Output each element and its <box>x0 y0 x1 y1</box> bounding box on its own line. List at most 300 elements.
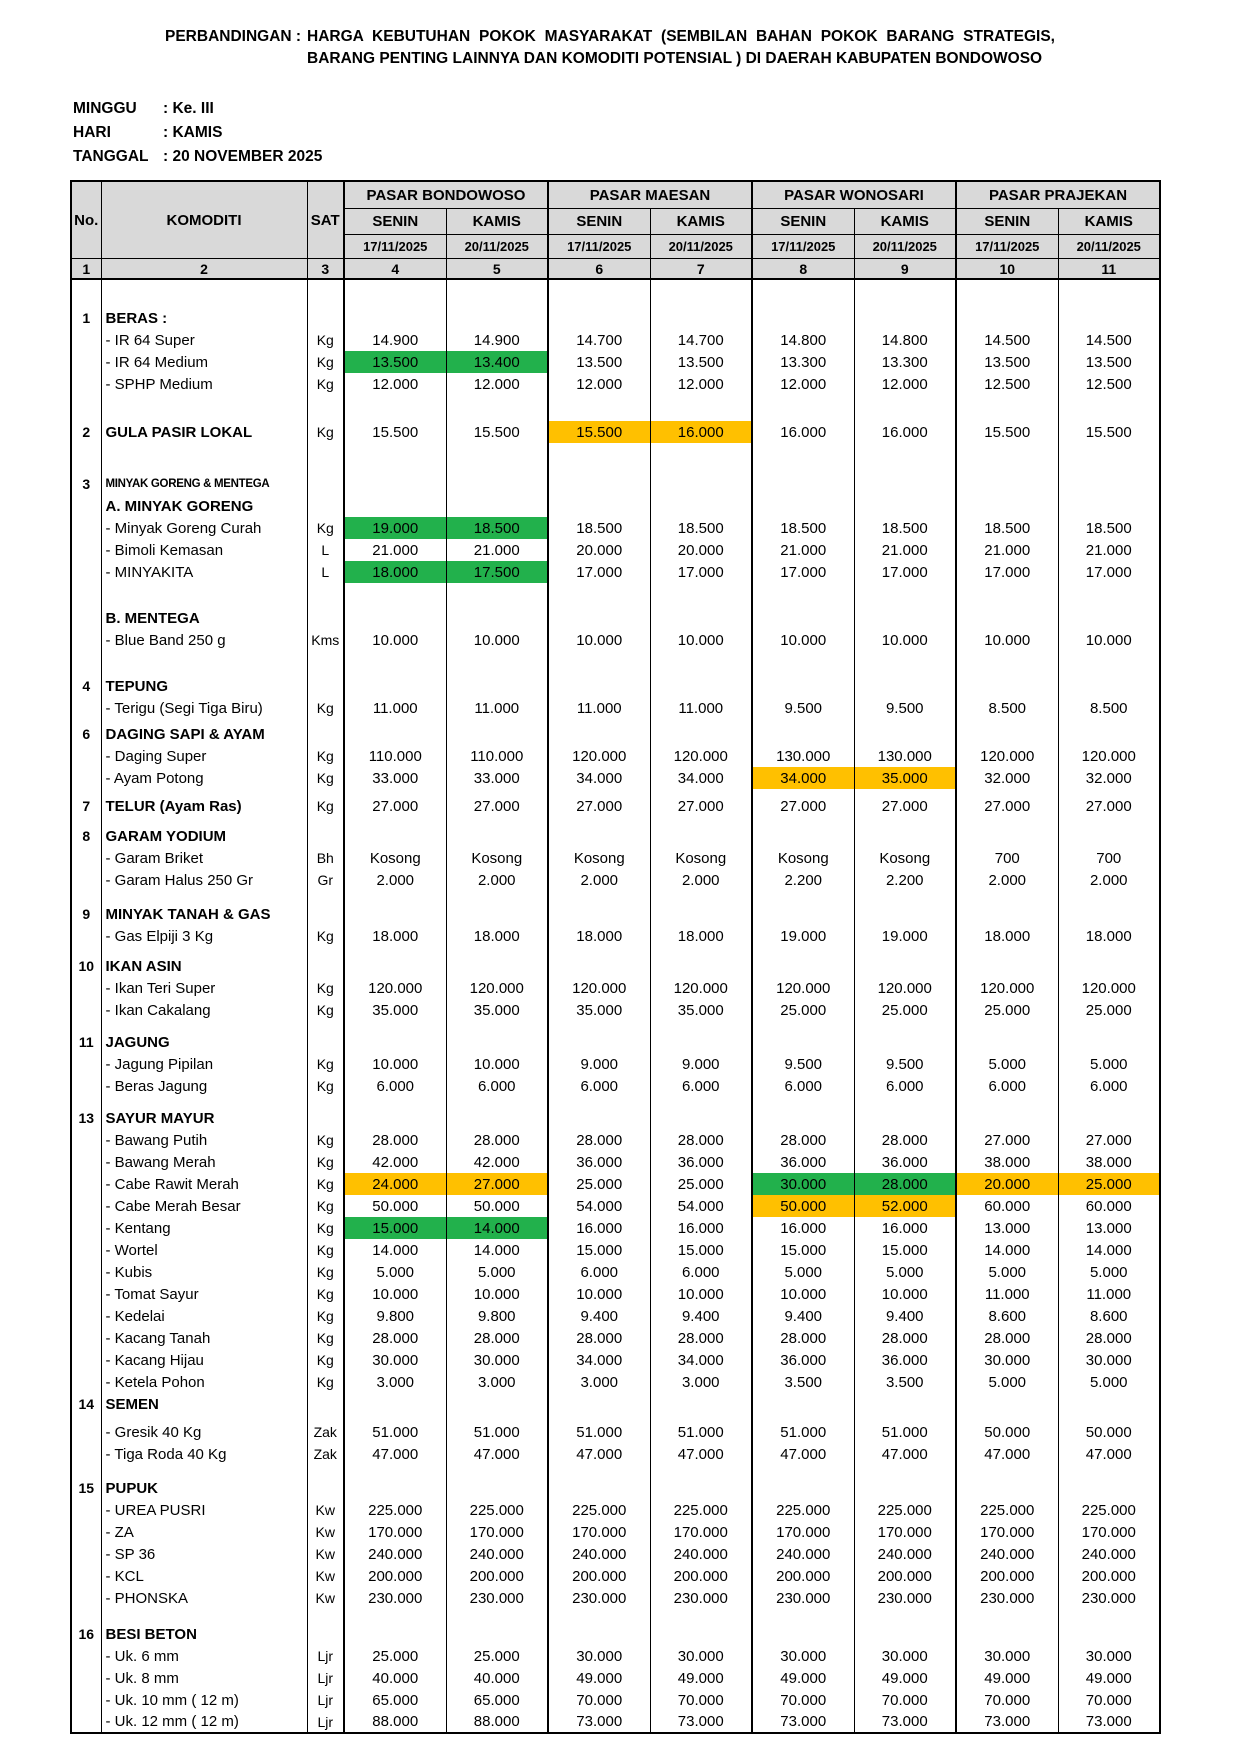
price-cell: 30.000 <box>548 1645 650 1667</box>
unit-cell <box>307 1609 344 1623</box>
price-cell: 18.000 <box>1058 925 1160 947</box>
price-cell: 15.000 <box>344 1217 446 1239</box>
price-cell <box>956 1031 1058 1053</box>
price-cell: 36.000 <box>752 1349 854 1371</box>
row-number-cell <box>71 1521 101 1543</box>
price-cell: 10.000 <box>1058 629 1160 651</box>
section-row <box>71 495 1160 517</box>
price-cell: 51.000 <box>548 1421 650 1443</box>
row-number-cell <box>71 1645 101 1667</box>
unit-cell <box>307 607 344 629</box>
price-cell: 5.000 <box>1058 1261 1160 1283</box>
price-cell <box>752 891 854 903</box>
commodity-row <box>71 1349 1160 1371</box>
price-cell: 13.300 <box>854 351 956 373</box>
price-cell <box>650 1465 752 1477</box>
commodity-label: - Ikan Teri Super <box>101 977 307 999</box>
price-cell: 9.800 <box>344 1305 446 1327</box>
row-number-cell <box>71 1305 101 1327</box>
price-cell <box>1058 1609 1160 1623</box>
price-cell <box>854 495 956 517</box>
unit-cell: Ljr <box>307 1711 344 1733</box>
section-row <box>71 955 1160 977</box>
price-cell: 25.000 <box>854 999 956 1021</box>
header-market-wonosari: PASAR WONOSARI <box>752 181 956 209</box>
price-cell: 5.000 <box>956 1053 1058 1075</box>
commodity-label <box>101 891 307 903</box>
price-cell <box>548 1097 650 1107</box>
commodity-label: - Uk. 8 mm <box>101 1667 307 1689</box>
price-cell: 17.000 <box>548 561 650 583</box>
price-cell: 2.000 <box>446 869 548 891</box>
price-cell: 15.000 <box>854 1239 956 1261</box>
price-cell: 9.000 <box>650 1053 752 1075</box>
price-cell: 28.000 <box>446 1327 548 1349</box>
price-cell: 16.000 <box>854 421 956 443</box>
price-cell: 13.500 <box>548 351 650 373</box>
price-cell: 13.000 <box>956 1217 1058 1239</box>
commodity-row <box>71 1327 1160 1349</box>
commodity-label: - Kentang <box>101 1217 307 1239</box>
price-cell <box>752 395 854 421</box>
price-cell <box>854 947 956 955</box>
price-cell: 15.000 <box>548 1239 650 1261</box>
unit-cell: Kg <box>307 517 344 539</box>
price-cell: 2.000 <box>344 869 446 891</box>
commodity-row <box>71 629 1160 651</box>
price-cell <box>1058 495 1160 517</box>
price-cell: 54.000 <box>548 1195 650 1217</box>
price-cell: 10.000 <box>752 1283 854 1305</box>
price-cell <box>1058 675 1160 697</box>
commodity-row <box>71 1371 1160 1393</box>
price-cell: 120.000 <box>446 977 548 999</box>
row-number-cell <box>71 1129 101 1151</box>
unit-cell: Kg <box>307 999 344 1021</box>
price-cell <box>956 1107 1058 1129</box>
row-number-cell <box>71 607 101 629</box>
price-cell: 9.500 <box>854 1053 956 1075</box>
price-cell <box>344 903 446 925</box>
price-cell <box>548 1393 650 1415</box>
commodity-row <box>71 517 1160 539</box>
price-cell: 28.000 <box>344 1327 446 1349</box>
price-cell: 3.000 <box>548 1371 650 1393</box>
price-cell <box>854 1609 956 1623</box>
col-number: 4 <box>344 259 446 280</box>
price-cell <box>650 473 752 495</box>
price-cell: 170.000 <box>650 1521 752 1543</box>
price-cell <box>650 955 752 977</box>
col-number: 5 <box>446 259 548 280</box>
price-cell <box>344 1097 446 1107</box>
commodity-row <box>71 1689 1160 1711</box>
price-cell: 73.000 <box>854 1711 956 1733</box>
price-cell: 225.000 <box>446 1499 548 1521</box>
price-cell: 10.000 <box>446 629 548 651</box>
price-cell: 120.000 <box>956 977 1058 999</box>
commodity-label: - Uk. 12 mm ( 12 m) <box>101 1711 307 1733</box>
price-cell <box>956 1465 1058 1477</box>
unit-cell: Kw <box>307 1587 344 1609</box>
section-row <box>71 825 1160 847</box>
price-cell <box>446 607 548 629</box>
unit-cell: Kw <box>307 1565 344 1587</box>
price-cell: 230.000 <box>752 1587 854 1609</box>
price-cell: 12.000 <box>752 373 854 395</box>
spacer-row <box>71 947 1160 955</box>
row-number-cell <box>71 1261 101 1283</box>
header-date: 20/11/2025 <box>650 235 752 259</box>
unit-cell: Kg <box>307 1261 344 1283</box>
price-cell: 17.000 <box>956 561 1058 583</box>
price-cell: 6.000 <box>854 1075 956 1097</box>
price-cell <box>854 1021 956 1031</box>
unit-cell <box>307 443 344 473</box>
unit-cell: Kg <box>307 1075 344 1097</box>
header-no: No. <box>71 181 101 259</box>
price-cell: 3.000 <box>344 1371 446 1393</box>
price-cell <box>650 279 752 307</box>
commodity-label <box>101 1465 307 1477</box>
price-cell <box>344 1107 446 1129</box>
price-cell <box>956 955 1058 977</box>
price-cell: 170.000 <box>956 1521 1058 1543</box>
commodity-label: - Bawang Putih <box>101 1129 307 1151</box>
commodity-row <box>71 1443 1160 1465</box>
commodity-label: DAGING SAPI & AYAM <box>101 723 307 745</box>
header-date: 17/11/2025 <box>752 235 854 259</box>
price-cell: 5.000 <box>854 1261 956 1283</box>
price-cell <box>1058 891 1160 903</box>
spacer-row <box>71 651 1160 675</box>
unit-cell: Kg <box>307 697 344 719</box>
row-number-cell <box>71 1327 101 1349</box>
price-cell <box>1058 651 1160 675</box>
commodity-row <box>71 1173 1160 1195</box>
price-cell: 15.000 <box>752 1239 854 1261</box>
unit-cell: Kg <box>307 1305 344 1327</box>
commodity-label: - Garam Halus 250 Gr <box>101 869 307 891</box>
price-cell: 225.000 <box>956 1499 1058 1521</box>
unit-cell <box>307 1021 344 1031</box>
row-number-cell <box>71 869 101 891</box>
spacer-row <box>71 1465 1160 1477</box>
section-row <box>71 1107 1160 1129</box>
unit-cell: Kg <box>307 977 344 999</box>
price-cell <box>956 473 1058 495</box>
price-cell <box>752 1477 854 1499</box>
price-cell <box>344 395 446 421</box>
commodity-row <box>71 1521 1160 1543</box>
price-cell <box>548 817 650 825</box>
price-cell: 32.000 <box>1058 767 1160 789</box>
price-cell: 27.000 <box>548 795 650 817</box>
price-cell <box>752 675 854 697</box>
price-cell: 30.000 <box>752 1173 854 1195</box>
price-cell: 17.000 <box>854 561 956 583</box>
price-cell: 700 <box>1058 847 1160 869</box>
price-cell: 14.000 <box>956 1239 1058 1261</box>
row-number-cell <box>71 1349 101 1371</box>
price-cell: 120.000 <box>650 745 752 767</box>
price-cell: 88.000 <box>446 1711 548 1733</box>
row-number-cell: 3 <box>82 476 91 492</box>
price-cell <box>1058 955 1160 977</box>
commodity-row <box>71 767 1160 789</box>
price-cell: 15.500 <box>956 421 1058 443</box>
price-cell: 14.000 <box>446 1239 548 1261</box>
spacer-row <box>71 583 1160 607</box>
commodity-label: GARAM YODIUM <box>101 825 307 847</box>
header-date: 17/11/2025 <box>548 235 650 259</box>
price-cell <box>344 1609 446 1623</box>
price-cell: 50.000 <box>1058 1421 1160 1443</box>
price-cell: 25.000 <box>1058 999 1160 1021</box>
price-cell <box>650 947 752 955</box>
price-cell <box>956 723 1058 745</box>
price-cell: 30.000 <box>344 1349 446 1371</box>
price-cell: 11.000 <box>956 1283 1058 1305</box>
price-cell: 200.000 <box>854 1565 956 1587</box>
price-cell: 240.000 <box>752 1543 854 1565</box>
col-number: 3 <box>307 259 344 280</box>
row-number-cell: 2 <box>82 424 91 440</box>
price-cell: 6.000 <box>344 1075 446 1097</box>
meta-hari <box>73 121 322 145</box>
row-number-cell <box>71 1499 101 1521</box>
commodity-row <box>71 1543 1160 1565</box>
row-number-cell <box>71 651 101 675</box>
price-cell <box>548 1623 650 1645</box>
price-cell <box>1058 279 1160 307</box>
commodity-label <box>101 651 307 675</box>
price-cell: 2.200 <box>752 869 854 891</box>
price-cell: 12.000 <box>344 373 446 395</box>
price-cell <box>344 1623 446 1645</box>
price-cell: 18.000 <box>344 561 446 583</box>
price-cell: 36.000 <box>854 1349 956 1371</box>
unit-cell <box>307 279 344 307</box>
price-cell <box>956 891 1058 903</box>
commodity-label: - Cabe Merah Besar <box>101 1195 307 1217</box>
price-cell: 27.000 <box>650 795 752 817</box>
price-cell: 16.000 <box>548 1217 650 1239</box>
unit-cell: Kg <box>307 329 344 351</box>
commodity-label: - PHONSKA <box>101 1587 307 1609</box>
commodity-label: - SP 36 <box>101 1543 307 1565</box>
price-cell: 51.000 <box>650 1421 752 1443</box>
price-cell: 10.000 <box>956 629 1058 651</box>
price-cell: 18.000 <box>548 925 650 947</box>
header-date: 20/11/2025 <box>1058 235 1160 259</box>
price-cell: 13.500 <box>650 351 752 373</box>
price-cell <box>854 891 956 903</box>
price-cell: 19.000 <box>854 925 956 947</box>
price-cell: 230.000 <box>446 1587 548 1609</box>
commodity-label: - Uk. 10 mm ( 12 m) <box>101 1689 307 1711</box>
price-cell <box>446 1623 548 1645</box>
price-cell: 47.000 <box>344 1443 446 1465</box>
row-number-cell <box>71 1217 101 1239</box>
price-cell: 11.000 <box>1058 1283 1160 1305</box>
price-cell <box>650 443 752 473</box>
price-cell <box>956 817 1058 825</box>
price-cell: 5.000 <box>1058 1053 1160 1075</box>
price-cell: 5.000 <box>956 1261 1058 1283</box>
header-market-bondowoso: PASAR BONDOWOSO <box>344 181 548 209</box>
price-cell <box>446 395 548 421</box>
price-cell <box>956 1623 1058 1645</box>
price-cell <box>548 583 650 607</box>
price-cell: 200.000 <box>344 1565 446 1587</box>
unit-cell <box>307 1031 344 1053</box>
price-cell: 16.000 <box>650 421 752 443</box>
price-cell <box>344 675 446 697</box>
price-cell <box>1058 723 1160 745</box>
unit-cell: Kg <box>307 1129 344 1151</box>
row-number-cell <box>71 1667 101 1689</box>
price-cell <box>650 495 752 517</box>
commodity-label <box>101 1097 307 1107</box>
row-number-cell <box>71 977 101 999</box>
price-cell <box>752 1623 854 1645</box>
price-cell: 34.000 <box>548 767 650 789</box>
price-cell: 130.000 <box>752 745 854 767</box>
price-cell: 10.000 <box>854 1283 956 1305</box>
header-day: SENIN <box>752 209 854 235</box>
row-number-cell: 6 <box>82 726 91 742</box>
table-header <box>71 181 1160 279</box>
commodity-label: BESI BETON <box>101 1623 307 1645</box>
price-cell <box>446 817 548 825</box>
commodity-label <box>101 817 307 825</box>
unit-cell: Kg <box>307 421 344 443</box>
price-cell <box>1058 395 1160 421</box>
price-cell: 10.000 <box>752 629 854 651</box>
price-cell: 30.000 <box>854 1645 956 1667</box>
price-cell: 200.000 <box>956 1565 1058 1587</box>
commodity-label: MINYAK TANAH & GAS <box>101 903 307 925</box>
price-cell <box>548 1465 650 1477</box>
price-cell <box>650 1393 752 1415</box>
price-cell: 16.000 <box>650 1217 752 1239</box>
price-cell: 70.000 <box>548 1689 650 1711</box>
price-cell <box>854 825 956 847</box>
price-cell: 18.500 <box>650 517 752 539</box>
price-cell: 36.000 <box>854 1151 956 1173</box>
unit-cell: Kw <box>307 1543 344 1565</box>
price-cell <box>344 651 446 675</box>
price-cell: 120.000 <box>956 745 1058 767</box>
header-date: 20/11/2025 <box>446 235 548 259</box>
section-row <box>71 723 1160 745</box>
price-cell: 50.000 <box>344 1195 446 1217</box>
price-cell <box>1058 947 1160 955</box>
meta-tanggal <box>73 145 322 169</box>
price-cell <box>446 279 548 307</box>
price-cell: 9.400 <box>650 1305 752 1327</box>
price-cell: 50.000 <box>446 1195 548 1217</box>
commodity-label: - Garam Briket <box>101 847 307 869</box>
price-cell <box>956 675 1058 697</box>
price-cell: 28.000 <box>548 1129 650 1151</box>
price-cell: 6.000 <box>650 1075 752 1097</box>
price-cell: 225.000 <box>344 1499 446 1521</box>
price-cell <box>854 675 956 697</box>
header-date: 20/11/2025 <box>854 235 956 259</box>
price-cell: 33.000 <box>344 767 446 789</box>
row-number-cell <box>71 495 101 517</box>
price-cell: 225.000 <box>548 1499 650 1521</box>
commodity-label: - SPHP Medium <box>101 373 307 395</box>
price-cell <box>956 583 1058 607</box>
price-cell <box>344 723 446 745</box>
price-cell <box>446 825 548 847</box>
price-cell <box>344 1477 446 1499</box>
price-cell: 14.700 <box>650 329 752 351</box>
price-cell: 8.600 <box>1058 1305 1160 1327</box>
row-number-cell: 16 <box>78 1626 95 1642</box>
price-cell: 13.500 <box>1058 351 1160 373</box>
spacer-row <box>71 443 1160 473</box>
price-cell: 35.000 <box>854 767 956 789</box>
row-number-cell <box>71 1239 101 1261</box>
row-number-cell: 1 <box>82 310 91 326</box>
price-cell: 120.000 <box>548 977 650 999</box>
unit-cell <box>307 1477 344 1499</box>
price-cell <box>650 825 752 847</box>
row-number-cell <box>71 373 101 395</box>
price-cell: Kosong <box>548 847 650 869</box>
price-cell: 18.500 <box>854 517 956 539</box>
price-cell: 14.500 <box>1058 329 1160 351</box>
commodity-label: - KCL <box>101 1565 307 1587</box>
price-cell: 49.000 <box>650 1667 752 1689</box>
commodity-label: - Gas Elpiji 3 Kg <box>101 925 307 947</box>
row-number-cell <box>71 1053 101 1075</box>
price-cell <box>650 1097 752 1107</box>
price-cell: 51.000 <box>752 1421 854 1443</box>
section-row <box>71 307 1160 329</box>
row-number-cell: 10 <box>78 958 95 974</box>
price-cell: 15.500 <box>344 421 446 443</box>
price-cell: 18.500 <box>548 517 650 539</box>
row-number-cell <box>71 1465 101 1477</box>
tanggal-label: TANGGAL <box>73 148 149 165</box>
price-cell <box>854 1097 956 1107</box>
row-number-cell: 13 <box>78 1110 95 1126</box>
spacer-row <box>71 279 1160 307</box>
price-cell: 230.000 <box>1058 1587 1160 1609</box>
price-cell: 51.000 <box>854 1421 956 1443</box>
unit-cell: Kg <box>307 795 344 817</box>
price-cell: 49.000 <box>854 1667 956 1689</box>
commodity-label: - Kubis <box>101 1261 307 1283</box>
header-day: SENIN <box>956 209 1058 235</box>
price-cell: 120.000 <box>344 977 446 999</box>
col-number: 8 <box>752 259 854 280</box>
unit-cell: L <box>307 539 344 561</box>
price-cell: 28.000 <box>650 1129 752 1151</box>
price-cell <box>1058 1097 1160 1107</box>
price-cell: 8.500 <box>1058 697 1160 719</box>
price-cell: 230.000 <box>650 1587 752 1609</box>
price-cell: 70.000 <box>854 1689 956 1711</box>
price-cell: 36.000 <box>548 1151 650 1173</box>
price-cell: 14.000 <box>1058 1239 1160 1261</box>
price-cell: 12.500 <box>956 373 1058 395</box>
